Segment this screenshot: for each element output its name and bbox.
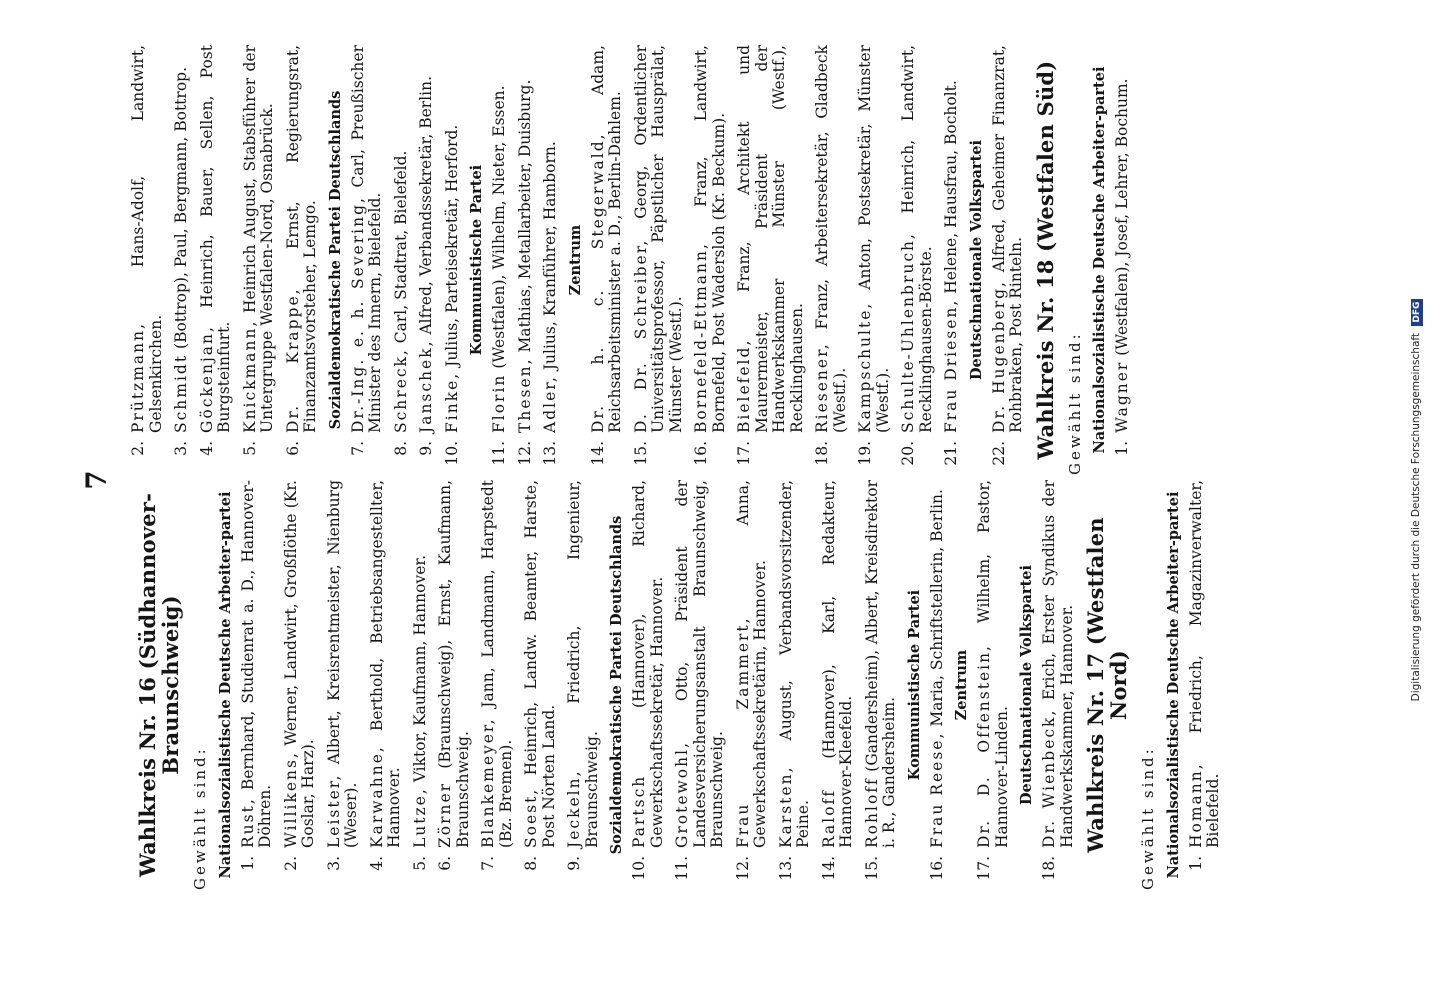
member-entry [566,480,601,890]
member-details: Franz, Architekt und Maurermeister, Präsident der Handwerkskammer Münster (Westf.), Recklinghausen. [735,45,806,433]
member-name: Bornefeld-Ettmann, [692,242,710,433]
entry-number: 22. [989,441,1008,466]
member-list [991,45,1026,475]
member-entry [480,480,515,890]
member-name: Rohloff [862,777,881,848]
elected-label: Gewählt sind: [1065,331,1084,475]
entry-text [633,45,686,433]
entry-number: 21. [942,441,960,466]
member-entry [778,480,813,890]
entry-text [240,480,275,848]
member-details: Franz, Landwirt, Bornefeld, Post Wadersloh (Kr. Beckum). [692,45,728,433]
member-details: Alfred, Geheimer Finanzrat, Rohbraken, Post Rinteln. [989,45,1025,433]
member-details: Albert, Kreisrentmeister, Nienburg (Weser). [324,480,360,848]
entry-number: 1. [1186,856,1205,871]
entry-number: 5. [410,856,429,871]
member-entry [821,480,856,890]
entry-text [943,45,961,433]
member-name: Lutze, [410,787,429,848]
member-details: Heinrich August, Stabsführer der Untergruppe Westfalen-Nord, Osnabrück. [240,45,276,433]
member-name: Riesener, [813,342,831,433]
party-heading: Zentrum [566,224,584,296]
member-entry [418,45,436,475]
member-details: Maria, Schriftstellerin, Berlin. [927,489,946,732]
member-entry [943,45,961,475]
member-name: Frau Reese, [927,731,946,848]
entry-number: 17. [975,856,993,881]
dfg-logo: DFG [1411,299,1423,326]
member-entry [976,480,1011,890]
entry-number: 10. [630,856,648,881]
entry-number: 9. [565,856,583,871]
member-entry [542,45,560,475]
member-details: Friedrich, Ingenieur, Braunschweig. [565,480,601,848]
member-entry [590,45,625,475]
entry-number: 5. [240,441,259,456]
member-name: Kampschulte, [856,301,874,433]
entry-number: 9. [417,441,435,456]
member-details: Hans-Adolf, Landwirt, Gelsenkirchen. [129,45,165,433]
district-heading: Wahlkreis Nr. 17 (Westfalen Nord) [1083,517,1131,853]
member-name: Schmidt [172,353,190,433]
member-entry [1188,480,1223,890]
member-entry [523,480,558,890]
entry-text [778,480,813,848]
left-column [130,480,1434,890]
entry-text [929,480,947,848]
member-entry [285,45,320,475]
member-details: (Hannover), Karl, Redakteur, Hannover-Kleefeld. [819,480,855,848]
member-entry [674,480,727,890]
district-heading: Wahlkreis Nr. 16 (Südhannover-Braunschweig) [135,493,183,877]
entry-text [491,45,509,433]
entry-number: 4. [197,441,216,456]
party-heading: Kommunistische Partei [905,589,923,781]
member-entry [242,45,277,475]
member-name: Wagner [1113,360,1131,433]
entry-text [590,45,625,433]
entry-number: 18. [813,441,831,466]
elected-label: Gewählt sind: [191,746,209,890]
entry-number: 3. [324,856,343,871]
member-details: Franz, Arbeitersekretär, Gladbeck (Westf.). [813,45,849,433]
entry-text [393,45,411,433]
member-details: Erich, Erster Syndikus der Handwerkskammer, Hannover. [1040,480,1076,848]
member-name: Zörner [436,781,454,848]
entry-text [976,480,1011,848]
entry-text [674,480,727,848]
member-entry [991,45,1026,475]
entry-number: 11. [490,441,508,466]
member-name: Dr. Hugenberg, [989,280,1008,433]
member-name: Raloff [819,788,838,848]
member-details: Bernhard, Studienrat a. D., Hannover-Döhren. [238,480,274,848]
entry-text [991,45,1026,433]
entry-number: 16. [927,856,946,881]
entry-number: 11. [673,856,691,881]
entry-text [900,45,935,433]
member-name: Partsch [630,774,648,848]
entry-text [130,45,165,433]
member-entry [900,45,935,475]
entry-number: 10. [442,441,461,466]
entry-text [821,480,856,848]
entry-text [283,480,318,848]
member-entry [369,480,404,890]
entry-text [437,480,472,848]
member-entry [633,45,686,475]
member-name: Schreck, [391,348,410,433]
member-list [130,45,320,475]
member-details: Werner, Landwirt, Großflöthe (Kr. Goslar, Harz). [281,480,317,848]
member-details: Julius, Kranführer, Hamborn. [541,141,559,376]
member-entry [929,480,947,890]
member-name: Blankemeyer, [479,717,497,848]
entry-text [418,45,436,433]
entry-number: 7. [348,441,367,456]
district-heading: Wahlkreis Nr. 18 (Westfalen Süd) [1032,60,1058,460]
member-details: August, Verbandsvorsitzender, Peine. [776,480,812,848]
party-heading: Kommunistische Partei [468,164,485,356]
entry-number: 8. [522,856,540,871]
member-details: Heinrich, Landw. Beamter, Harste, Post Nörten Land. [522,480,558,848]
member-entry [693,45,728,475]
member-name: Knickmann, [240,319,259,433]
member-details: Adam, Reichsarbeitsminister a. D., Berlin-Dahlem. [588,45,624,433]
member-name: Dr.-Ing. e. h. Severing, [348,196,367,433]
member-entry [437,480,472,890]
member-name: Jeckeln, [565,769,583,848]
member-name: Janschek, [417,339,435,433]
member-details: Otto, Präsident der Landesversicherungsanstalt Braunschweig, Braunschweig. [673,480,726,848]
member-entry [326,480,361,890]
entry-number: 13. [776,856,795,881]
entry-text [523,480,558,848]
member-entry [864,480,899,890]
entry-text [199,45,234,433]
entry-text [1041,480,1076,848]
member-entry [517,45,535,475]
member-details: Ernst, Regierungsrat, Finanzamtsvorsteher, Lemgo. [283,44,319,433]
member-entry [283,480,318,890]
member-details: Mathias, Metallarbeiter, Duisburg. [515,79,534,358]
member-details: Georg, Ordentlicher Universitätsprofessor, Päpstlicher Hausprälat, Münster (Westf.). [631,45,685,433]
member-name: Schulte-Uhlenbruch, [899,232,917,433]
party-heading: Zentrum [953,649,970,721]
member-name: Finke, [442,371,461,433]
entry-text [693,45,728,433]
entry-text [173,45,191,433]
entry-text [736,45,806,433]
member-details: Carl, Stadtrat, Bielefeld. [391,150,410,349]
member-details: Viktor, Kaufmann, Hannover. [410,554,429,788]
entry-number: 12. [733,856,752,881]
entry-number: 1. [238,856,257,871]
entry-text [369,480,404,848]
entry-number: 7. [479,856,497,871]
member-name: Adler, [541,375,559,433]
member-entry [491,45,509,475]
member-entry [240,480,275,890]
member-name: Homann, [1186,762,1205,848]
entry-text [864,480,899,848]
member-name: Florin [490,373,508,433]
entry-number: 14. [819,856,838,881]
member-entry [199,45,234,475]
entry-text [412,480,430,848]
entry-text [814,45,849,433]
member-entry [857,45,892,475]
entry-text [326,480,361,848]
member-entry [736,45,806,475]
entry-number: 16. [692,441,710,466]
member-name: Rust, [238,797,257,848]
member-name: D. Dr. Schreiber, [631,238,650,433]
member-list [240,480,602,890]
entry-text [542,45,560,433]
entry-text [1188,480,1223,848]
member-name: Soest, [522,787,540,848]
member-name: Thesen, [515,357,534,433]
entry-text [444,45,462,433]
digitization-text: Digitalisierung gefördert durch die Deutsche Forschungsgemeinschaft [1410,332,1422,702]
party-heading: Nationalsozialistische Deutsche Arbeiter-partei [216,491,234,879]
member-name: Willikens, [281,751,300,848]
member-name: Prützmann, [129,321,147,433]
member-list [631,480,899,890]
right-column [130,45,1434,475]
member-list [350,45,462,475]
entry-text [631,480,666,848]
member-entry [393,45,411,475]
member-details: Julius, Parteisekretär, Herford. [442,124,461,372]
member-details: Heinrich, Bauer, Sellen, Post Burgsteinfurt. [197,45,233,433]
member-details: Friedrich, Magazinverwalter, Bielefeld. [1186,480,1222,848]
member-entry [350,45,385,475]
member-name: Frau Driesen, [942,298,960,433]
party-heading: Sozialdemokratische Partei Deutschlands [608,515,625,855]
member-name: Dr. Wienbeck, [1040,708,1058,848]
entry-text [480,480,515,848]
member-entry [444,45,462,475]
member-details: (Westfalen), Wilhelm, Nieter, Essen. [490,85,508,374]
entry-text [285,45,320,433]
member-name: Karsten, [776,765,795,848]
member-list [491,45,560,475]
entry-number: 3. [172,441,190,456]
party-heading: Nationalsozialistische Deutsche Arbeiter-partei [1091,66,1108,454]
member-entry [130,45,165,475]
elected-label: Gewählt sind: [1139,746,1157,890]
member-entry [631,480,666,890]
entry-number: 8. [391,441,410,456]
member-details: Heinrich, Landwirt, Recklinghausen-Börste. [899,45,935,433]
member-details: (Gandersheim), Albert, Kreisdirektor i. R., Gandersheim. [862,480,898,848]
member-details: Berthold, Betriebsangestellter, Hannover. [367,480,403,848]
entry-number: 12. [515,441,534,466]
member-list [1188,480,1223,890]
entry-number: 17. [735,441,753,466]
entry-number: 18. [1040,856,1058,881]
member-details: (Bottrop), Paul, Bergmann, Bottrop. [172,66,190,354]
member-details: Anton, Postsekretär, Münster (Westf.). [856,45,892,433]
member-name: Dr. Krappe, [283,287,302,433]
entry-number: 2. [281,856,300,871]
member-details: (Westfalen), Josef, Lehrer, Bochum. [1113,78,1131,361]
member-list [1041,480,1076,890]
entry-number: 20. [899,441,917,466]
entry-number: 4. [367,856,386,871]
entry-number: 15. [862,856,881,881]
entry-number: 6. [436,856,454,871]
member-list [590,45,961,475]
member-details: Helene, Hausfrau, Bocholt. [942,80,960,299]
member-entry [412,480,430,890]
member-details: (Hannover), Richard, Gewerkschaftssekretär, Hannover. [630,480,666,848]
page-number: 7 [80,470,113,490]
entry-text [350,45,385,433]
member-name: Karwahne, [367,745,386,848]
member-name: Göckenjan, [197,325,216,433]
entry-text [857,45,892,433]
member-name: Bielefeld, [735,338,753,433]
member-details: (Braunschweig), Ernst, Kaufmann, Braunschweig. [436,480,472,848]
entry-number: 13. [541,441,559,466]
member-name: Frau Zammert, [733,616,752,848]
member-details: Jann, Landmann, Harpstedt (Bz. Bremen). [479,480,515,848]
member-entry [1041,480,1076,890]
entry-number: 15. [631,441,650,466]
member-list [929,480,947,890]
entry-text [1114,45,1132,433]
entry-number: 14. [588,441,607,466]
member-details: Anna, Gewerkschaftssekretärin, Hannover. [733,480,769,848]
member-name: Dr. h. c. Stegerwald, [588,132,607,433]
party-heading: Deutschnationale Volkspartei [967,139,985,381]
member-entry [173,45,191,475]
entry-text [735,480,770,848]
member-entry [1114,45,1132,475]
member-list [976,480,1011,890]
entry-text [566,480,601,848]
member-name: Grotewohl, [673,741,691,848]
member-entry [814,45,849,475]
member-entry [735,480,770,890]
entry-number: 19. [856,441,874,466]
entry-text [517,45,535,433]
entry-number: 2. [129,441,147,456]
member-details: Carl, Preußischer Minister des Innern, Bielefeld. [348,45,384,433]
member-details: Alfred, Verbandssekretär, Berlin. [417,75,435,340]
member-list [1114,45,1132,475]
party-heading: Deutschnationale Volkspartei [1018,564,1035,806]
entry-number: 1. [1113,441,1131,456]
member-details: Wilhelm, Pastor, Hannover-Linden. [975,480,1011,848]
entry-text [242,45,277,433]
party-heading: Sozialdemokratische Partei Deutschlands [326,90,344,430]
member-name: Leister, [324,773,343,848]
member-name: Dr. D. Offenstein, [975,644,993,848]
digitization-note [1410,2,1430,998]
entry-number: 6. [283,441,302,456]
party-heading: Nationalsozialistische Deutsche Arbeiter-partei [1164,491,1182,879]
